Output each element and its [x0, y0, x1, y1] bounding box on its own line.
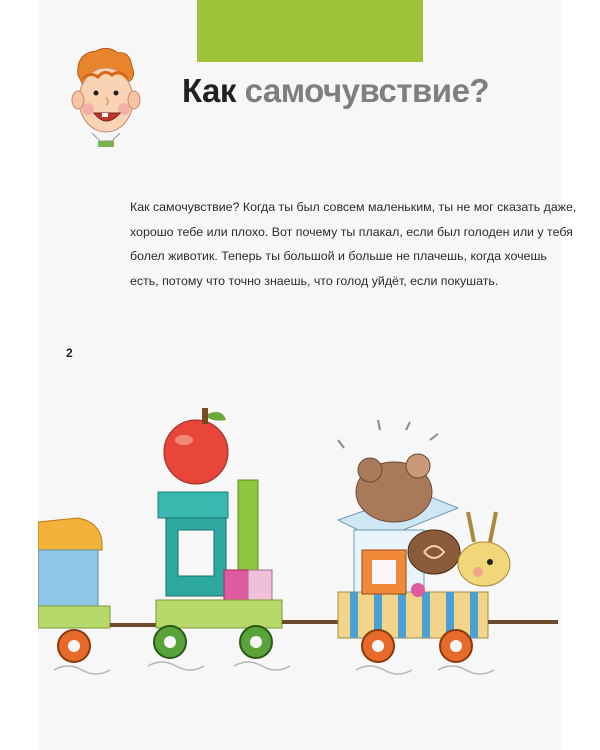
body-paragraph	[130, 195, 577, 293]
header-accent-bar	[197, 0, 423, 62]
page-number: 2	[66, 346, 73, 360]
paragraph-line: хорошо тебе или плохо. Вот почему ты плакал, если был голоден или у тебя	[130, 224, 573, 239]
page-title-rest: самочувствие?	[244, 72, 490, 109]
boy-face-illustration	[66, 45, 146, 150]
page-title-bold: Как	[182, 72, 236, 109]
toy-train-illustration	[38, 400, 562, 700]
paragraph-line: есть, потому что точно знаешь, что голод уйдёт, если покушать.	[130, 273, 499, 288]
paragraph-line: болел животик. Теперь ты большой и больше не плачешь, когда хочешь	[130, 249, 547, 263]
page-title	[182, 72, 489, 110]
paragraph-line: Как самочувствие? Когда ты был совсем маленьким, ты не мог сказать даже,	[130, 200, 577, 214]
